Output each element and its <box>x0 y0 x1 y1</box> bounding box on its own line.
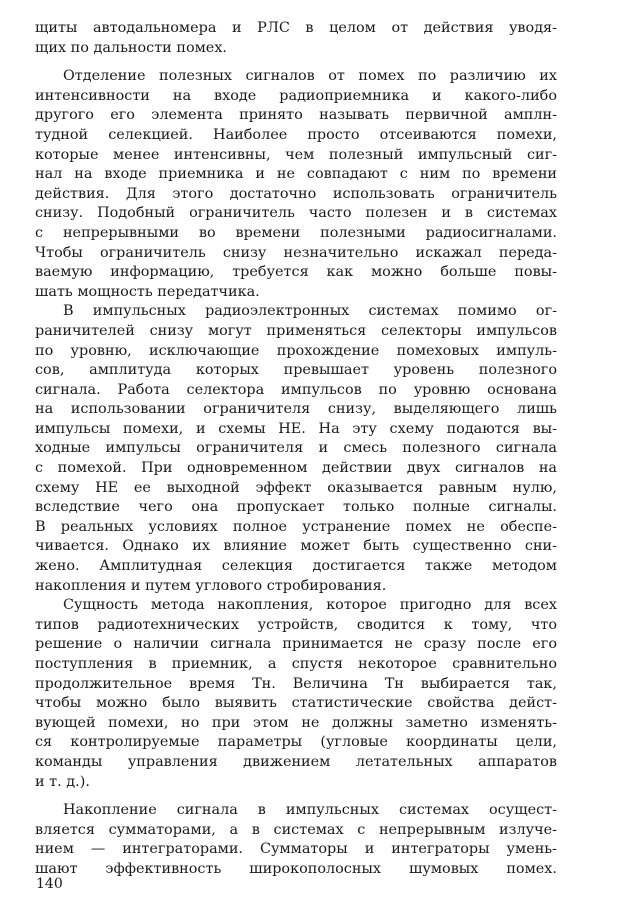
text-line: чтобы можно было выявить статистические свойства дейст- <box>35 695 557 712</box>
paragraph-4 <box>35 596 557 792</box>
text-line: действия. Для этого достаточно использовать ограничитель <box>35 185 557 202</box>
text-line: и т. д.). <box>35 773 90 790</box>
text-line: другого его элемента принято называть первичной амплн- <box>35 107 557 124</box>
text-line: снизу. Подобный ограничитель часто полезен и в системах <box>35 205 557 222</box>
text-line: по уровню, исключающие прохождение помеховых импуль- <box>35 342 557 359</box>
text-line: Отделение полезных сигналов от помех по различию их <box>63 68 557 85</box>
text-line: ся контролируемые параметры (угловые координаты цели, <box>35 734 557 751</box>
text-line: Накопление сигнала в импульсных системах осущест- <box>63 802 557 819</box>
text-line: ходные импульсы ограничителя и смесь полезного сигнала <box>35 440 557 457</box>
text-line: Чтобы ограничитель снизу незначительно искажал переда- <box>35 244 557 261</box>
text-line: шать мощность передатчика. <box>35 283 260 300</box>
text-line: с помехой. При одновременном действии двух сигналов на <box>35 460 557 477</box>
text-line: В импульсных радиоэлектронных системах помимо ог- <box>63 303 557 320</box>
text-line: щиты автодальномера и РЛС в целом от действия уводя- <box>35 20 557 36</box>
text-line: которые менее интенсивны, чем полезный импульсный сиг- <box>35 146 557 163</box>
text-line: нал на входе приемника и не совпадают с ним по времени <box>35 166 557 183</box>
text-line: с непрерывными во времени полезными радиосигналами. <box>35 224 557 241</box>
text-line: щих по дальности помех. <box>35 39 228 56</box>
text-line: продолжительное время Tн. Величина Tн выбирается так, <box>35 675 557 692</box>
text-line: поступления в приемник, а спустя некоторое сравнительно <box>35 656 557 672</box>
page-number: 140 <box>36 876 63 892</box>
paragraph-3 <box>35 302 557 596</box>
page-body <box>35 19 557 880</box>
text-line: решение о наличии сигнала принимается не сразу после его <box>35 636 557 653</box>
text-line: тудной селекцией. Наиболее просто отсеиваются помехи, <box>35 126 557 143</box>
text-line: на использовании ограничителя снизу, выделяющего лишь <box>35 401 557 418</box>
text-line: импульсы помехи, и схемы НЕ. На эту схему подаются вы- <box>35 420 557 437</box>
text-line: чивается. Однако их влияние может быть существенно сни- <box>35 538 557 555</box>
text-line: сов, амплитуда которых превышает уровень полезного <box>35 362 557 379</box>
paragraph-gap <box>35 792 557 801</box>
text-line: нием — интеграторами. Сумматоры и интеграторы умень- <box>35 841 557 858</box>
text-line: команды управления движением летательных аппаратов <box>35 753 557 770</box>
text-line: типов радиотехнических устройств, сводится к тому, что <box>35 616 557 633</box>
text-line: раничителей снизу могут применяться селекторы импульсов <box>35 322 557 339</box>
text-line: В реальных условиях полное устранение помех не обеспе- <box>35 518 557 535</box>
paragraph-gap <box>35 58 557 67</box>
text-line: вующей помехи, но при этом не должны заметно изменять- <box>35 714 557 731</box>
text-line: накопления и путем углового стробирования. <box>35 577 387 594</box>
text-line: сигнала. Работа селектора импульсов по уровню основана <box>35 381 557 398</box>
text-line: ваемую информацию, требуется как можно больше повы- <box>35 264 557 281</box>
text-line: интенсивности на входе радиоприемника и какого-либо <box>35 87 557 104</box>
text-line: Сущность метода накопления, которое пригодно для всех <box>63 597 557 614</box>
paragraph-1 <box>35 19 557 58</box>
text-line: вследствие чего она пропускает только полные сигналы. <box>35 499 557 516</box>
text-line: схему НЕ ее выходной эффект оказывается равным нулю, <box>35 479 557 496</box>
text-line: вляется сумматорами, а в системах с непрерывным излуче- <box>35 821 557 838</box>
paragraph-2 <box>35 67 557 302</box>
text-line: жено. Амплитудная селекция достигается также методом <box>35 558 557 575</box>
paragraph-5 <box>35 801 557 879</box>
text-line: шают эффективность широкополосных шумовых помех. <box>35 860 557 877</box>
